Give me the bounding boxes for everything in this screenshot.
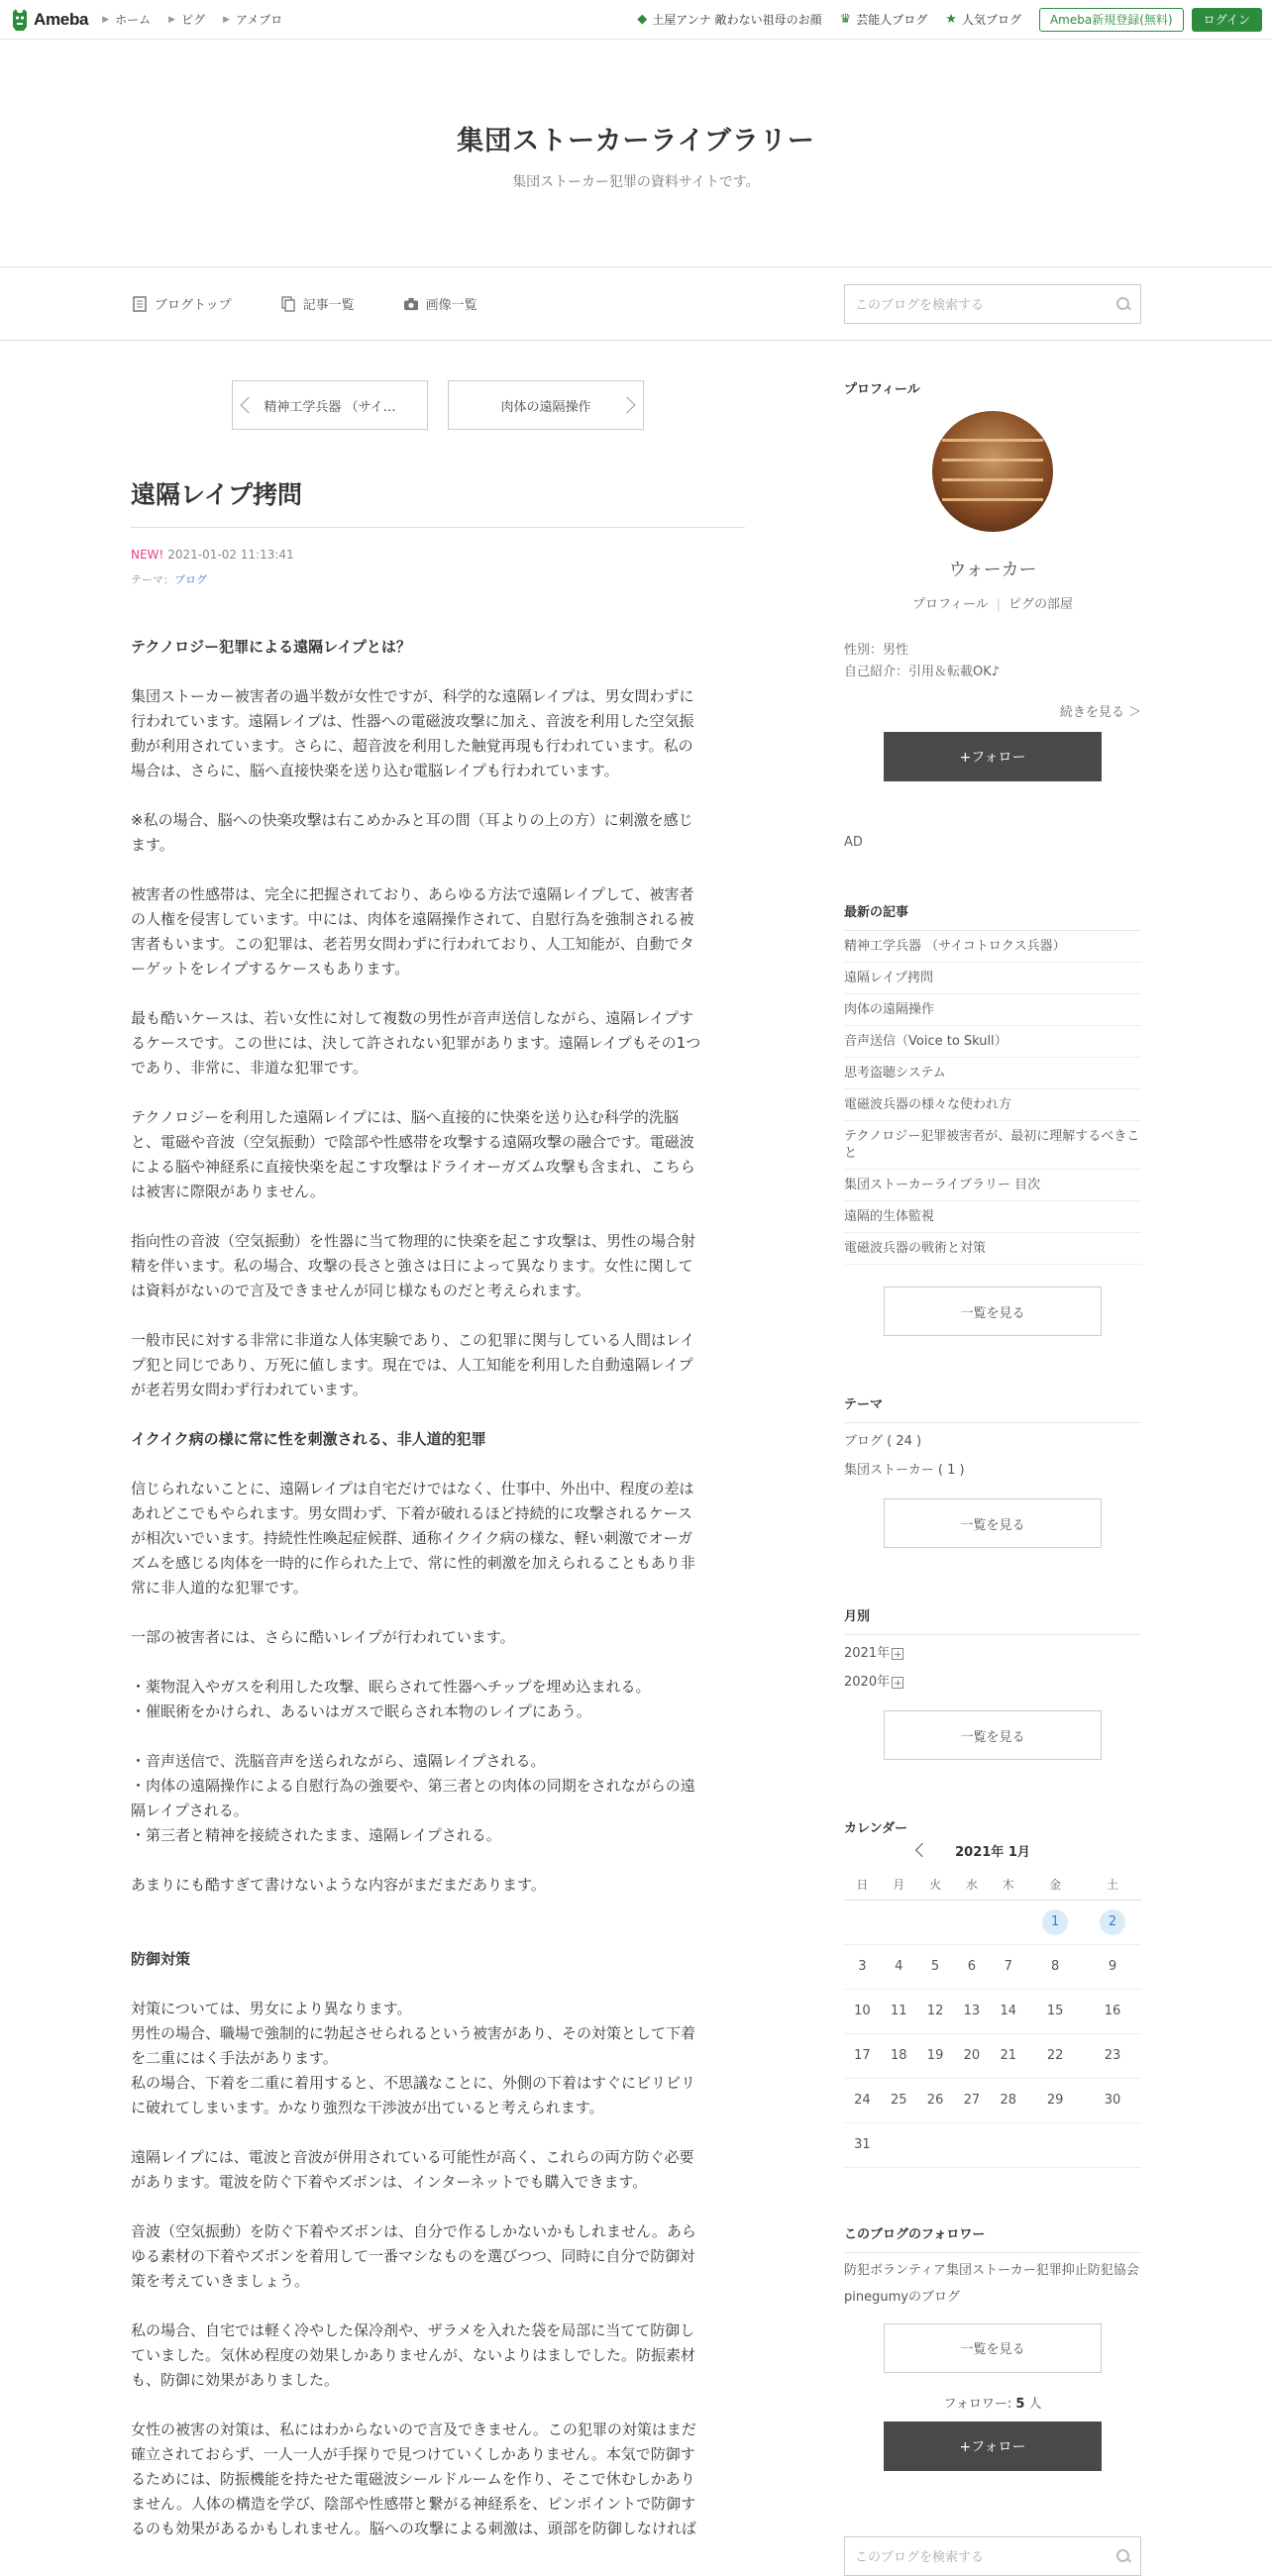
- blog-description: 集団ストーカー犯罪の資料サイトです。: [512, 174, 760, 190]
- article-paragraph: [131, 1006, 745, 1081]
- calendar-day-number: 11: [890, 2004, 907, 2018]
- follow-button[interactable]: +フォロー: [884, 732, 1102, 781]
- calendar-heading: カレンダー: [844, 1821, 908, 1836]
- article-paragraph: [131, 2318, 745, 2393]
- next-article-title: 肉体の遠隔操作: [500, 399, 591, 415]
- calendar-day-number: 20: [963, 2048, 981, 2063]
- calendar-day: [881, 2033, 917, 2078]
- calendar-day: [1084, 2033, 1141, 2078]
- paragraph-line: るケースです。この世には、決して許されない犯罪があります。遠隔レイプもその1つ: [131, 1034, 701, 1052]
- calendar-day: [844, 1989, 881, 2033]
- calendar-empty: [990, 1900, 1026, 1944]
- article-paragraph: [131, 882, 745, 981]
- month-item[interactable]: [844, 1635, 1141, 1668]
- crumb-ameblo[interactable]: [223, 11, 282, 28]
- paragraph-line: があります。電波を防ぐ下着やズボンは、インターネットでも購入できます。: [131, 2173, 648, 2191]
- header-link-label: 人気ブログ: [961, 13, 1021, 27]
- paragraph-line: ません。人体の構造を学び、陰部や性感帯と繋がる神経系を、ピンポイントで防御す: [131, 2495, 696, 2513]
- article-datetime: 2021-01-02 11:13:41: [167, 548, 294, 562]
- ameba-wordmark: Ameba: [34, 9, 89, 29]
- calendar-day-number: 21: [1000, 2048, 1016, 2063]
- header-link-celeb-blog[interactable]: [840, 11, 928, 28]
- calendar-day-number: 22: [1046, 2048, 1064, 2063]
- paragraph-line: ズムを感じる肉体を一時的に作られた上で、常に性的刺激を加えられることもあり非: [131, 1554, 695, 1572]
- article-paragraph: [131, 684, 745, 783]
- header-link-label: 芸能人ブログ: [856, 13, 928, 27]
- article-paragraph: [131, 1749, 745, 1848]
- calendar-day: [953, 1944, 990, 1989]
- calendar-day: [881, 1989, 917, 2033]
- paragraph-line: 遠隔レイプには、電波と音波が併用されている可能性が高く、これらの両方防ぐ必要: [131, 2148, 694, 2166]
- paragraph-line: も、防御に効果がありました。: [131, 2371, 340, 2389]
- paragraph-line: ます。: [131, 836, 174, 854]
- avatar[interactable]: [932, 411, 1053, 532]
- calendar-day: [844, 1944, 881, 1989]
- copy-icon: [281, 296, 295, 312]
- calendar-day-number: 14: [1000, 2004, 1016, 2018]
- article-paragraph: [131, 1625, 745, 1650]
- calendar-day-number: 30: [1104, 2093, 1121, 2108]
- paragraph-line: であり、非常に、非道な犯罪です。: [131, 1059, 368, 1077]
- paragraph-line: 常に非人道的な犯罪です。: [131, 1579, 308, 1597]
- calendar-day-number: 5: [930, 1959, 940, 1974]
- paragraph-line: 女性の被害の対策は、私にはわからないので言及できません。この犯罪の対策はまだ: [131, 2421, 696, 2438]
- calendar-day-number: 17: [854, 2048, 871, 2063]
- calendar-day: [990, 2078, 1026, 2122]
- follower-count: [844, 2393, 1141, 2412]
- calendar-day: [1084, 2078, 1141, 2122]
- article-paragraph: [131, 808, 745, 858]
- expand-plus-icon[interactable]: [892, 1677, 903, 1689]
- calendar-day: [1026, 2078, 1084, 2122]
- theme-link[interactable]: ブログ: [174, 573, 207, 586]
- calendar-empty: [990, 2122, 1026, 2167]
- calendar-day-number: 13: [963, 2004, 981, 2018]
- recent-article-item[interactable]: 遠隔レイプ拷問: [844, 963, 1141, 994]
- profile-link[interactable]: プロフィール: [911, 597, 989, 612]
- monthly-list: [844, 1635, 1141, 1697]
- calendar-day: [917, 2033, 954, 2078]
- paragraph-line: ・第三者と精神を接続されたまま、遠隔レイプされる。: [131, 1826, 501, 1844]
- paragraph-line: ・薬物混入やガスを利用した攻撃、眠らされて性器へチップを埋め込まれる。: [131, 1678, 651, 1696]
- paragraph-line: に破れてしまいます。かなり強烈な干渉波が出ていると考えられます。: [131, 2099, 604, 2116]
- calendar-table: [844, 1870, 1141, 2168]
- paragraph-line: あれどこでもやられます。男女問わず、下着が破れるほど持続的に攻撃されるケース: [131, 1504, 692, 1522]
- calendar-day-number: 16: [1104, 2004, 1121, 2018]
- calendar-day-number: 12: [926, 2004, 944, 2018]
- paragraph-line: 一般市民に対する非常に非道な人体実験であり、この犯罪に関与している人間はレイ: [131, 1331, 695, 1349]
- paragraph-line: 信じられないことに、遠隔レイプは自宅だけではなく、仕事中、外出中、程度の差は: [131, 1480, 694, 1497]
- paragraph-line: による脳や神経系に直接快楽を起こす攻撃はドライオーガズム攻撃も含まれ、こちら: [131, 1158, 695, 1176]
- ad-label: AD: [844, 835, 863, 850]
- paragraph-line: と、電磁や音波（空気振動）で陰部や性感帯を攻撃する遠隔攻撃の融合です。電磁波: [131, 1133, 694, 1151]
- header-link-popular-blog[interactable]: [945, 11, 1021, 28]
- article-subheading: テクノロジー犯罪による遠隔レイプとは？: [131, 638, 411, 656]
- weekday-label: 水: [953, 1870, 990, 1900]
- recent-article-item[interactable]: テクノロジー犯罪被害者が、最初に理解するべきこと: [844, 1121, 1141, 1170]
- follower-count-value: 5: [1015, 2396, 1025, 2412]
- crumb-label: ホーム: [115, 13, 152, 27]
- calendar-day: [990, 2033, 1026, 2078]
- blog-search-input[interactable]: [844, 284, 1141, 324]
- paragraph-line: 精を伴います。私の場合、攻撃の長さと強さは日によって異なります。女性に関して: [131, 1257, 693, 1275]
- calendar-day-number: 3: [858, 1959, 867, 1974]
- search-icon[interactable]: [1116, 297, 1130, 311]
- paragraph-line: は資料がないので言及できませんが同じ様なものだと考えられます。: [131, 1282, 590, 1299]
- theme-label: テーマ：: [131, 573, 174, 586]
- profile-more-link[interactable]: 続きを見る ＞: [1059, 705, 1141, 720]
- chevron-left-icon: [241, 397, 258, 414]
- article-subheading: 防御対策: [131, 1950, 191, 1968]
- article-meta: [131, 548, 745, 562]
- expand-plus-icon[interactable]: [892, 1648, 903, 1660]
- calendar-day-number: 4: [895, 1959, 903, 1974]
- recent-article-item[interactable]: 精神工学兵器 （サイコトロクス兵器）: [844, 931, 1141, 963]
- paragraph-line: 集団ストーカー被害者の過半数が女性ですが、科学的な遠隔レイプは、男女問わずに: [131, 687, 694, 705]
- recent-list: [844, 931, 1141, 1265]
- prev-article-title: 精神工学兵器 （サイ…: [264, 399, 396, 415]
- calendar-empty: [917, 1900, 954, 1944]
- blog-title[interactable]: 集団ストーカーライブラリー: [457, 126, 815, 156]
- profile-links: プロフィール | ピグの部屋: [911, 597, 1074, 612]
- follower-count-label: フォロワー:: [943, 2396, 1016, 2412]
- followers-list: [844, 2253, 1141, 2310]
- calendar-day: [953, 1989, 990, 2033]
- register-button[interactable]: Ameba新規登録(無料): [1039, 8, 1184, 32]
- crumb-label: アメブロ: [235, 13, 283, 27]
- calendar-empty: [953, 1900, 990, 1944]
- recent-article-item[interactable]: 集団ストーカーライブラリー 目次: [844, 1170, 1141, 1201]
- calendar-day-number: 27: [963, 2093, 981, 2108]
- follower-count-suffix: 人: [1024, 2396, 1042, 2412]
- paragraph-line: を二重にはく手法があります。: [131, 2049, 338, 2067]
- spacer: [131, 1922, 745, 1947]
- blog-header: [0, 40, 1272, 267]
- recent-article-item[interactable]: 肉体の遠隔操作: [844, 994, 1141, 1026]
- search-icon[interactable]: [1116, 2549, 1130, 2563]
- calendar-day-link[interactable]: 1: [1042, 1909, 1068, 1935]
- article-title[interactable]: 遠隔レイプ拷問: [131, 475, 745, 528]
- calendar-day[interactable]: [1084, 1900, 1141, 1944]
- search-placeholder: このブログを検索する: [855, 298, 985, 313]
- next-article-link[interactable]: [448, 380, 644, 430]
- paragraph-line: 場合は、さらに、脳へ直接快楽を送り込む電脳レイプも行われています。: [131, 762, 619, 779]
- follower-item[interactable]: 防犯ボランティア集団ストーカー犯罪抑止防犯協会: [844, 2262, 1139, 2278]
- calendar-day-number: 15: [1046, 2004, 1064, 2018]
- calendar-day-number: 8: [1050, 1959, 1060, 1974]
- main-column: [131, 341, 745, 2576]
- calendar-day: [917, 1989, 954, 2033]
- calendar-empty: [844, 1900, 881, 1944]
- calendar-day: [1026, 1944, 1084, 1989]
- calendar-day: [881, 1944, 917, 1989]
- month-item[interactable]: [844, 1668, 1141, 1697]
- paragraph-line: ていました。気休め程度の効果しかありませんが、ないよりはましでした。防振素材: [131, 2346, 696, 2364]
- weekday-label: 日: [844, 1870, 881, 1900]
- profile-heading: プロフィール: [844, 382, 920, 397]
- monthly-heading: 月別: [844, 1605, 1141, 1635]
- profile-info: [844, 640, 1141, 683]
- paragraph-line: 対策については、男女により異なります。: [131, 2000, 412, 2017]
- profile-section: [844, 378, 1141, 781]
- paragraph-line: 最も酷いケースは、若い女性に対して複数の男性が音声送信しながら、遠隔レイプす: [131, 1009, 694, 1027]
- article-theme: [131, 571, 745, 587]
- weekday-label: 木: [990, 1870, 1026, 1900]
- recent-article-item[interactable]: 電磁波兵器の様々な使われ方: [844, 1089, 1141, 1121]
- camera-icon: [404, 296, 418, 312]
- recent-list-all-button[interactable]: 一覧を見る: [884, 1287, 1102, 1336]
- paragraph-line: 動が利用されています。さらに、超音波を利用した触覚再現も行われています。私の: [131, 737, 693, 755]
- theme-item[interactable]: ブログ ( 24 ): [844, 1434, 922, 1449]
- follow-button-bottom[interactable]: +フォロー: [884, 2421, 1102, 2471]
- calendar-day: [1026, 1989, 1084, 2033]
- calendar-empty: [881, 1900, 917, 1944]
- header-link-news[interactable]: [637, 11, 821, 28]
- profile-intro: 自己紹介：引用＆転載OK♪: [844, 665, 1001, 679]
- paragraph-line: 私の場合、自宅では軽く冷やした保冷剤や、ザラメを入れた袋を局部に当てて防御し: [131, 2321, 695, 2339]
- crumb-label: ピグ: [181, 13, 206, 27]
- paragraph-line: ・催眠術をかけられ、あるいはガスで眠らされ本物のレイプにあう。: [131, 1702, 591, 1720]
- article-subheading: イクイク病の様に常に性を刺激される、非人道的犯罪: [131, 1430, 486, 1448]
- article-paragraph: [131, 1105, 745, 1204]
- calendar-day-number: 18: [890, 2048, 907, 2063]
- paragraph-line: テクノロジーを利用した遠隔レイプには、脳へ直接的に快楽を送り込む科学的洗脳: [131, 1108, 679, 1126]
- nav-image-list[interactable]: [404, 294, 477, 313]
- article-pager: [131, 380, 745, 430]
- calendar-day: [953, 2078, 990, 2122]
- monthly-list-all-button[interactable]: 一覧を見る: [884, 1710, 1102, 1760]
- calendar-empty: [1026, 2122, 1084, 2167]
- followers-list-all-button[interactable]: 一覧を見る: [884, 2323, 1102, 2373]
- paragraph-line: が相次いでいます。持続性性喚起症候群、通称イクイク病の様な、軽い刺激でオーガ: [131, 1529, 693, 1547]
- month-label: 2020年: [844, 1675, 891, 1690]
- new-badge: NEW!: [131, 548, 164, 562]
- chevron-left-icon[interactable]: [915, 1843, 929, 1857]
- recent-heading: 最新の記事: [844, 901, 1141, 931]
- article-paragraph: [131, 1328, 745, 1402]
- paragraph-line: は被害に際限がありません。: [131, 1183, 325, 1200]
- paragraph-line: 隔レイプされる。: [131, 1802, 249, 1819]
- calendar-day-number: 9: [1108, 1959, 1117, 1974]
- recent-article-item[interactable]: 音声送信（Voice to Skull）: [844, 1026, 1141, 1058]
- paragraph-line: ーゲットをレイプするケースもあります。: [131, 960, 410, 978]
- followers-heading: このブログのフォロワー: [844, 2223, 1141, 2253]
- pig-room-link[interactable]: ピグの部屋: [1008, 597, 1074, 612]
- sidebar-search-input[interactable]: [844, 2536, 1141, 2576]
- crumb-pig[interactable]: [168, 11, 205, 28]
- calendar-day: [1084, 1989, 1141, 2033]
- calendar-day: [844, 2122, 881, 2167]
- paragraph-line: 確立されておらず、一人一人が手探りで見つけていくしかありません。本気で防御す: [131, 2445, 695, 2463]
- content-wrapper: [0, 341, 1272, 2576]
- calendar-day-number: 26: [926, 2093, 944, 2108]
- calendar-day: [881, 2078, 917, 2122]
- monthly-section: [844, 1605, 1141, 1760]
- calendar-day: [953, 2033, 990, 2078]
- search-placeholder: このブログを検索する: [855, 2550, 985, 2565]
- calendar-day: [844, 2078, 881, 2122]
- star-icon: ★: [945, 12, 957, 27]
- ameba-logo-icon: [10, 9, 30, 31]
- login-button[interactable]: ログイン: [1192, 8, 1262, 32]
- paragraph-line: 私の場合、下着を二重に着用すると、不思議なことに、外側の下着はすぐにビリビリ: [131, 2074, 696, 2092]
- theme-item[interactable]: 集団ストーカー ( 1 ): [844, 1463, 965, 1478]
- article-paragraph: [131, 1997, 745, 2120]
- paragraph-line: 策を考えていきましょう。: [131, 2272, 310, 2290]
- calendar-day-number: 28: [1000, 2093, 1016, 2108]
- calendar-day: [844, 2033, 881, 2078]
- calendar-header: [844, 1840, 1141, 1860]
- article-body: [131, 635, 745, 2541]
- paragraph-line: の人権を侵害しています。中には、肉体を遠隔操作されて、自慰行為を強制される被: [131, 910, 694, 928]
- crown-icon: ♛: [839, 12, 852, 27]
- nav-label: 記事一覧: [302, 298, 355, 313]
- nav-label: 画像一覧: [425, 298, 477, 313]
- paragraph-line: 行われています。遠隔レイプは、性器への電磁波攻撃に加え、音波を利用した空気振: [131, 712, 694, 730]
- calendar-day-number: 7: [1004, 1959, 1012, 1974]
- calendar-day: [990, 1944, 1026, 1989]
- theme-heading: テーマ: [844, 1393, 1141, 1423]
- paragraph-line: るためには、防振機能を持たせた電磁波シールドルームを作り、そこで休むしかあり: [131, 2470, 695, 2488]
- weekday-label: 火: [917, 1870, 954, 1900]
- nav-label: ブログトップ: [155, 298, 232, 313]
- ameba-logo[interactable]: [10, 9, 88, 31]
- chevron-right-icon: ▶: [168, 14, 176, 25]
- calendar-day-number: 25: [890, 2093, 907, 2108]
- article-paragraph: [131, 2418, 745, 2541]
- paragraph-line: るのも効果があるかもしれません。脳への攻撃による刺激は、頭部を防御しなければ: [131, 2520, 696, 2537]
- paragraph-line: ゆる素材の下着やズボンを着用して一番マシなものを選びつつ、同時に自分で防御対: [131, 2247, 695, 2265]
- calendar-day-number: 24: [854, 2093, 871, 2108]
- sidebar: [844, 341, 1141, 2576]
- paragraph-line: 男性の場合、職場で強制的に勃起させられるという被害があり、その対策として下着: [131, 2024, 696, 2042]
- calendar-month: 2021年 1月: [955, 1844, 1030, 1860]
- calendar-day[interactable]: [1026, 1900, 1084, 1944]
- calendar-empty: [953, 2122, 990, 2167]
- theme-list-all-button[interactable]: 一覧を見る: [884, 1498, 1102, 1548]
- nav-article-list[interactable]: [281, 294, 355, 313]
- profile-gender: 性別：男性: [844, 643, 909, 658]
- article-paragraph: [131, 1477, 745, 1600]
- weekday-label: 月: [881, 1870, 917, 1900]
- recent-articles-section: [844, 901, 1141, 1336]
- global-header: [0, 0, 1272, 40]
- diamond-icon: ◆: [637, 12, 648, 27]
- calendar-section: [844, 1817, 1141, 2168]
- profile-name[interactable]: ウォーカー: [948, 560, 1037, 580]
- crumb-home[interactable]: [102, 11, 151, 28]
- nav-blog-top[interactable]: [133, 294, 232, 313]
- paragraph-line: ・音声送信で、洗脳音声を送られながら、遠隔レイプされる。: [131, 1752, 546, 1770]
- paragraph-line: 害者もいます。この犯罪は、老若男女問わずに行われており、人工知能が、自動でタ: [131, 935, 694, 953]
- chevron-right-icon: ▶: [102, 14, 110, 25]
- calendar-day-link[interactable]: 2: [1100, 1909, 1125, 1935]
- prev-article-link[interactable]: [232, 380, 428, 430]
- recent-article-item[interactable]: 遠隔的生体監視: [844, 1201, 1141, 1233]
- follower-item[interactable]: pinegumyのブログ: [844, 2289, 960, 2305]
- paragraph-line: 音波（空気振動）を防ぐ下着やズボンは、自分で作るしかないかもしれません。あら: [131, 2222, 696, 2240]
- chevron-right-icon: [619, 397, 636, 414]
- article-paragraph: [131, 1229, 745, 1303]
- calendar-day-number: 31: [854, 2137, 871, 2152]
- calendar-empty: [881, 2122, 917, 2167]
- calendar-day: [1026, 2033, 1084, 2078]
- article-paragraph: [131, 1873, 745, 1898]
- calendar-day: [917, 2078, 954, 2122]
- paragraph-line: プ犯と同じであり、万死に値します。現在では、人工知能を利用した自動遠隔レイプ: [131, 1356, 693, 1374]
- calendar-day-number: 10: [854, 2004, 871, 2018]
- article-paragraph: [131, 2219, 745, 2294]
- calendar-day: [917, 1944, 954, 1989]
- calendar-day-number: 19: [926, 2048, 944, 2063]
- paragraph-line: 指向性の音波（空気振動）を性器に当て物理的に快楽を起こす攻撃は、男性の場合射: [131, 1232, 696, 1250]
- header-link-label: 土屋アンナ 敵わない祖母のお顔: [652, 13, 822, 27]
- paragraph-line: 被害者の性感帯は、完全に把握されており、あらゆる方法で遠隔レイプして、被害者: [131, 885, 694, 903]
- month-label: 2021年: [844, 1646, 891, 1661]
- blog-nav: [0, 267, 1272, 341]
- chevron-right-icon: ▶: [223, 14, 230, 25]
- calendar-empty: [1084, 2122, 1141, 2167]
- recent-article-item[interactable]: 電磁波兵器の戦術と対策: [844, 1233, 1141, 1265]
- paragraph-line: が老若男女問わず行われています。: [131, 1381, 368, 1398]
- theme-section: [844, 1393, 1141, 1548]
- weekday-label: 金: [1026, 1870, 1084, 1900]
- paragraph-line: あまりにも酷すぎて書けないような内容がまだまだあります。: [131, 1876, 546, 1894]
- recent-article-item[interactable]: 思考盗聴システム: [844, 1058, 1141, 1089]
- article-paragraph: [131, 2145, 745, 2195]
- paragraph-line: ・肉体の遠隔操作による自慰行為の強要や、第三者との肉体の同期をされながらの遠: [131, 1777, 695, 1795]
- weekday-label: 土: [1084, 1870, 1141, 1900]
- calendar-day: [1084, 1944, 1141, 1989]
- paragraph-line: 一部の被害者には、さらに酷いレイプが行われています。: [131, 1628, 515, 1646]
- calendar-day-number: 6: [967, 1959, 977, 1974]
- calendar-day-number: 23: [1104, 2048, 1121, 2063]
- theme-list: [844, 1423, 1141, 1485]
- paragraph-line: ※私の場合、脳への快楽攻撃は右こめかみと耳の間（耳よりの上の方）に刺激を感じ: [131, 811, 693, 829]
- calendar-day-number: 29: [1046, 2093, 1064, 2108]
- calendar-empty: [917, 2122, 954, 2167]
- document-icon: [133, 296, 147, 312]
- article-paragraph: [131, 1675, 745, 1724]
- followers-section: [844, 2223, 1141, 2471]
- calendar-day: [990, 1989, 1026, 2033]
